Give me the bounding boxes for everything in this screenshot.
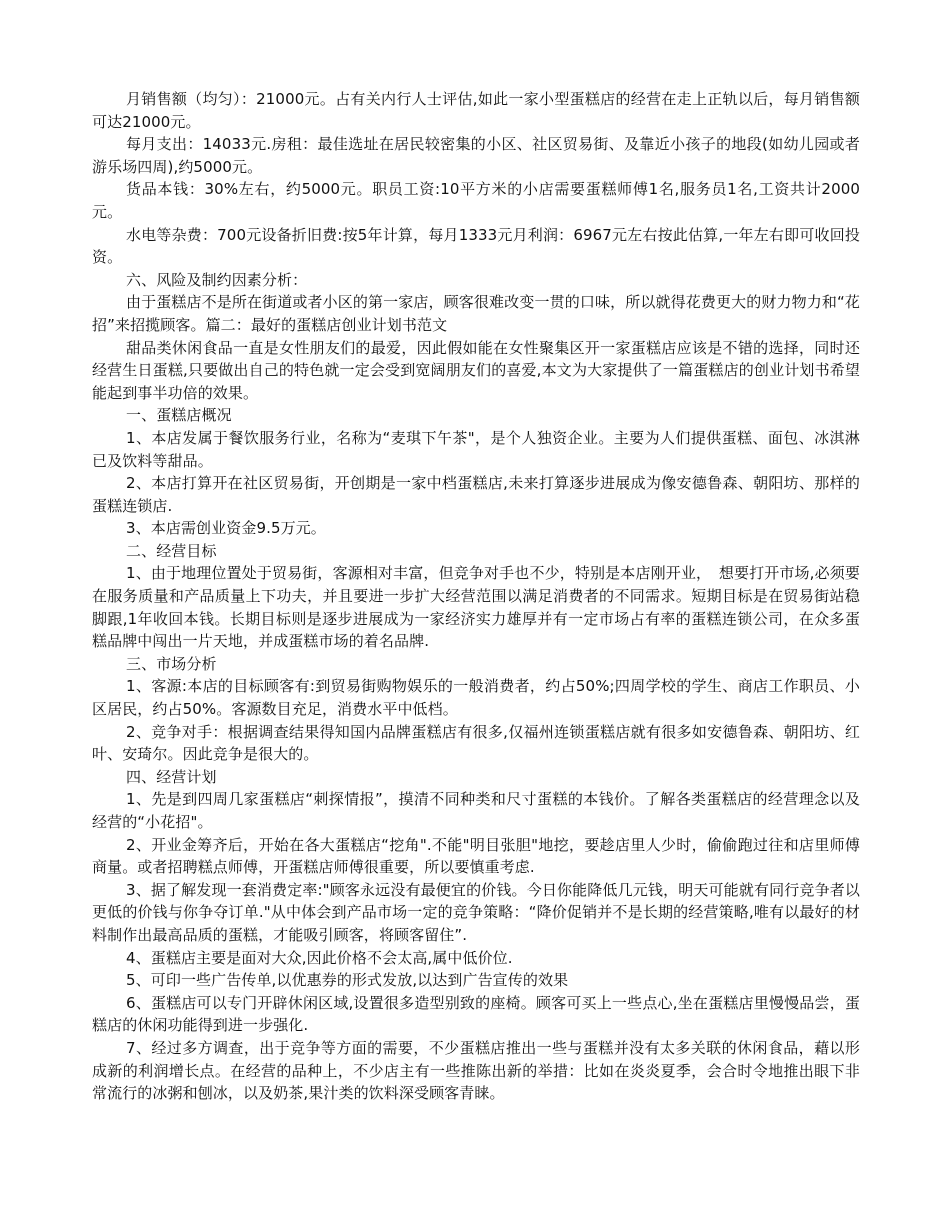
paragraph-monthly-expenses: 每月支出：14033元.房租：最佳选址在居民较密集的小区、社区贸易街、及靠近小孩子的地段(如幼儿园或者游乐场四周),约5000元。 [92,135,860,176]
paragraph-overview-1: 1、本店发属于餐饮服务行业，名称为“麦琪下午茶"，是个人独资企业。主要为人们提供蛋糕、面包、冰淇淋已及饮料等甜品。 [92,428,860,470]
section-heading-plan: 四、经营计划 [126,767,217,786]
paragraph-plan-5: 5、可印一些广告传单,以优惠券的形式发放,以达到广告宣传的效果 [126,971,569,990]
section-heading-goals: 二、经营目标 [126,541,217,560]
paragraph-plan-7: 7、经过多方调查，出于竞争等方面的需要，不少蛋糕店推出一些与蛋糕并没有太多关联的休闲食品，藉以形成新的利润增长点。在经营的品种上，不少店主有一些推陈出新的举措：比如在炎炎夏季，会合时令地推出眼下非常流行的冰粥和刨冰，以及奶茶,果汁类的饮料深受顾客青睐。 [92,1038,860,1103]
paragraph-market-1: 1、客源:本店的目标顾客有:到贸易街购物娱乐的一般消费者，约占50%;四周学校的学生、商店工作职员、小区居民，约占50%。客源数目充足，消费水平中低档。 [92,677,860,719]
section-heading-risk: 六、风险及制约因素分析： [126,270,308,289]
section-heading-market: 三、市场分析 [126,654,217,673]
section-heading-overview: 一、蛋糕店概况 [126,406,232,425]
paragraph-monthly-sales: 月销售额（均匀）：21000元。占有关内行人士评估,如此一家小型蛋糕店的经营在走上正轨以后，每月销售额可达21000元。 [92,90,860,131]
paragraph-risk-analysis: 由于蛋糕店不是所在街道或者小区的第一家店，顾客很难改变一贯的口味，所以就得花费更大的财力物力和“花招”来招揽顾客。篇二：最好的蛋糕店创业计划书范文 [92,293,860,334]
paragraph-intro: 甜品类休闲食品一直是女性朋友们的最爱，因此假如能在女性聚集区开一家蛋糕店应该是不错的选择，同时还经营生日蛋糕,只要做出自己的特色就一定会受到宽阔朋友们的喜爱,本文为大家提供了一篇蛋糕店的创业计划书希望能起到事半功倍的效果。 [92,338,860,402]
paragraph-utilities: 水电等杂费：700元设备折旧费:按5年计算，每月1333元月利润：6967元左右按此估算,一年左右即可收回投资。 [92,225,860,267]
paragraph-plan-3: 3、据了解发现一套消费定率:"顾客永远没有最便宜的价钱。今日你能降低几元钱，明天可能就有同行竞争者以更低的价钱与你争夺订单."从中体会到产品市场一定的竞争策略：“降价促销并不是长期的经营策略,唯有以最好的材料制作出最高品质的蛋糕，才能吸引顾客，将顾客留住”. [92,880,860,944]
paragraph-goods-cost: 货品本钱：30%左右，约5000元。职员工资:10平方米的小店需要蛋糕师傅1名,服务员1名,工资共计2000元。 [92,180,860,221]
paragraph-overview-2: 2、本店打算开在社区贸易街，开创期是一家中档蛋糕店,未来打算逐步进展成为像安德鲁森、朝阳坊、那样的蛋糕连锁店. [92,474,860,515]
paragraph-plan-2: 2、开业金筹齐后，开始在各大蛋糕店“挖角".不能"明目张胆"地挖，要趁店里人少时，偷偷跑过往和店里师傅商量。或者招聘糕点师傅，开蛋糕店师傅很重要，所以要慎重考虑. [92,835,860,877]
paragraph-overview-3: 3、本店需创业资金9.5万元。 [126,519,326,538]
paragraph-plan-6: 6、蛋糕店可以专门开辟休闲区域,设置很多造型别致的座椅。顾客可买上一些点心,坐在蛋糕店里慢慢品尝，蛋糕店的休闲功能得到进一步强化. [92,993,860,1035]
paragraph-plan-4: 4、蛋糕店主要是面对大众,因此价格不会太高,属中低价位. [126,948,513,967]
paragraph-goals-1: 1、由于地理位置处于贸易街，客源相对丰富，但竞争对手也不少，特别是本店刚开业， 想要打开市场,必须要在服务质量和产品质量上下功夫，并且要进一步扩大经营范围以满足消费者的不同需求。短期目标是在贸易街站稳脚跟,1年收回本钱。长期目标则是逐步进展成为一家经济实力雄厚并有一定市场占有率的蛋糕连锁公司，在众多蛋糕品牌中闯出一片天地，并成蛋糕市场的着名品牌. [92,564,860,651]
document-body [92,88,860,1105]
paragraph-market-2: 2、竞争对手：根据调查结果得知国内品牌蛋糕店有很多,仅福州连锁蛋糕店就有很多如安德鲁森、朝阳坊、红叶、安琦尔。因此竞争是很大的。 [92,722,860,764]
paragraph-plan-1: 1、先是到四周几家蛋糕店“刺探情报”，摸清不同种类和尺寸蛋糕的本钱价。了解各类蛋糕店的经营理念以及经营的“小花招"。 [92,790,860,831]
